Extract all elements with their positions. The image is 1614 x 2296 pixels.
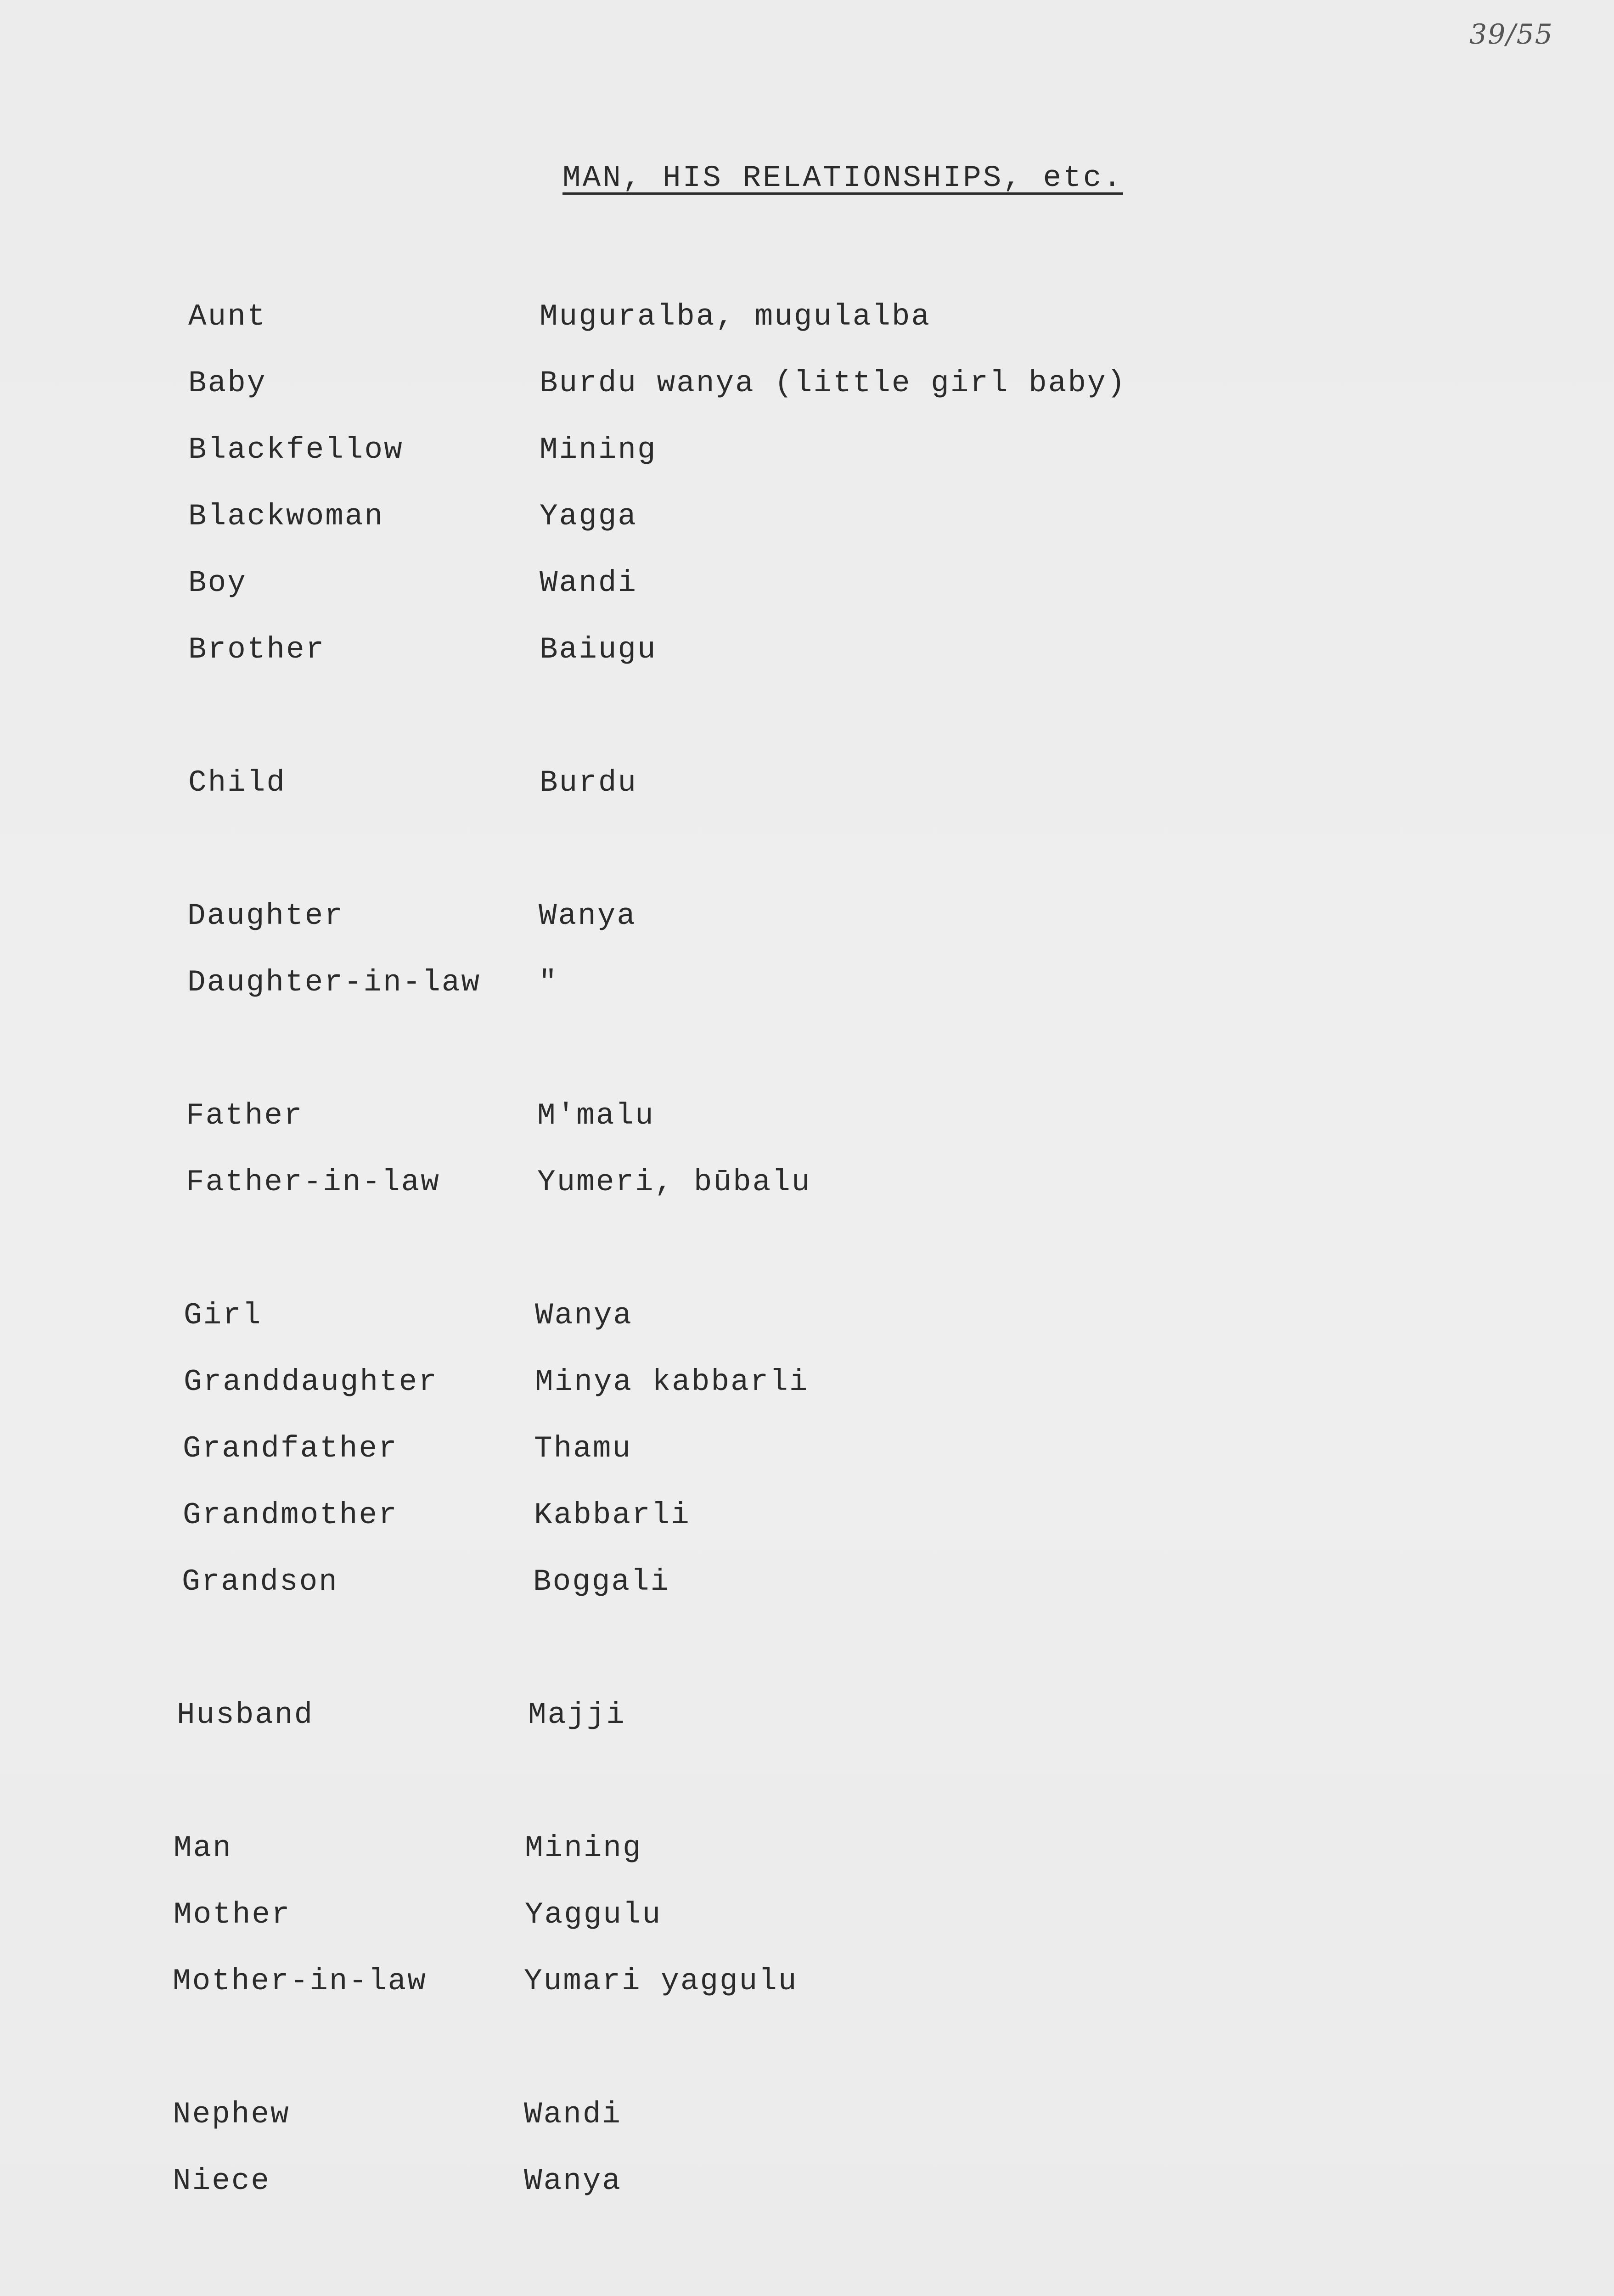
aboriginal-word: Yagga bbox=[540, 499, 638, 534]
page-title: MAN, HIS RELATIONSHIPS, etc. bbox=[562, 161, 1123, 195]
aboriginal-word: Wanya bbox=[539, 899, 637, 933]
english-term: Child bbox=[188, 765, 287, 800]
english-term: Grandmother bbox=[183, 1498, 398, 1532]
aboriginal-word: Muguralba, mugulalba bbox=[540, 299, 931, 334]
folio-number: 39/55 bbox=[1469, 18, 1553, 51]
english-term: Granddaughter bbox=[184, 1365, 438, 1399]
aboriginal-word: Minya kabbarli bbox=[535, 1365, 809, 1399]
aboriginal-word: Wandi bbox=[540, 566, 638, 600]
aboriginal-word: M'malu bbox=[537, 1098, 655, 1133]
english-term: Daughter bbox=[187, 899, 344, 933]
english-term: Man bbox=[174, 1831, 232, 1865]
aboriginal-word: Boggali bbox=[533, 1564, 670, 1599]
aboriginal-word: Wanya bbox=[524, 2164, 622, 2198]
aboriginal-word: Kabbarli bbox=[534, 1498, 691, 1532]
english-term: Brother bbox=[188, 632, 326, 667]
english-term: Baby bbox=[188, 366, 267, 400]
english-term: Grandfather bbox=[183, 1431, 398, 1466]
english-term: Mother-in-law bbox=[173, 1964, 427, 1998]
english-term: Blackwoman bbox=[188, 499, 384, 534]
aboriginal-word: Yumari yaggulu bbox=[524, 1964, 798, 1998]
aboriginal-word: Yaggulu bbox=[525, 1897, 662, 1932]
aboriginal-word: Burdu bbox=[540, 765, 638, 800]
aboriginal-word: Wandi bbox=[524, 2097, 622, 2132]
aboriginal-word: Majji bbox=[528, 1698, 626, 1732]
english-term: Husband bbox=[177, 1698, 314, 1732]
english-term: Grandson bbox=[182, 1564, 338, 1599]
english-term: Niece bbox=[173, 2164, 271, 2198]
english-term: Mother bbox=[174, 1897, 291, 1932]
english-term: Father-in-law bbox=[186, 1165, 440, 1199]
aboriginal-word: Mining bbox=[525, 1831, 642, 1865]
english-term: Girl bbox=[184, 1298, 262, 1333]
english-term: Boy bbox=[188, 566, 247, 600]
aboriginal-word: Yumeri, būbalu bbox=[537, 1165, 811, 1199]
aboriginal-word: Baiugu bbox=[540, 632, 657, 667]
aboriginal-word: Mining bbox=[540, 433, 657, 467]
english-term: Nephew bbox=[173, 2097, 290, 2132]
aboriginal-word: Thamu bbox=[534, 1431, 632, 1466]
aboriginal-word: Wanya bbox=[535, 1298, 633, 1333]
english-term: Daughter-in-law bbox=[187, 965, 481, 1000]
english-term: Aunt bbox=[188, 299, 267, 334]
aboriginal-word: Burdu wanya (little girl baby) bbox=[540, 366, 1127, 400]
english-term: Father bbox=[186, 1098, 304, 1133]
english-term: Blackfellow bbox=[188, 433, 404, 467]
aboriginal-word: " bbox=[539, 965, 558, 1000]
